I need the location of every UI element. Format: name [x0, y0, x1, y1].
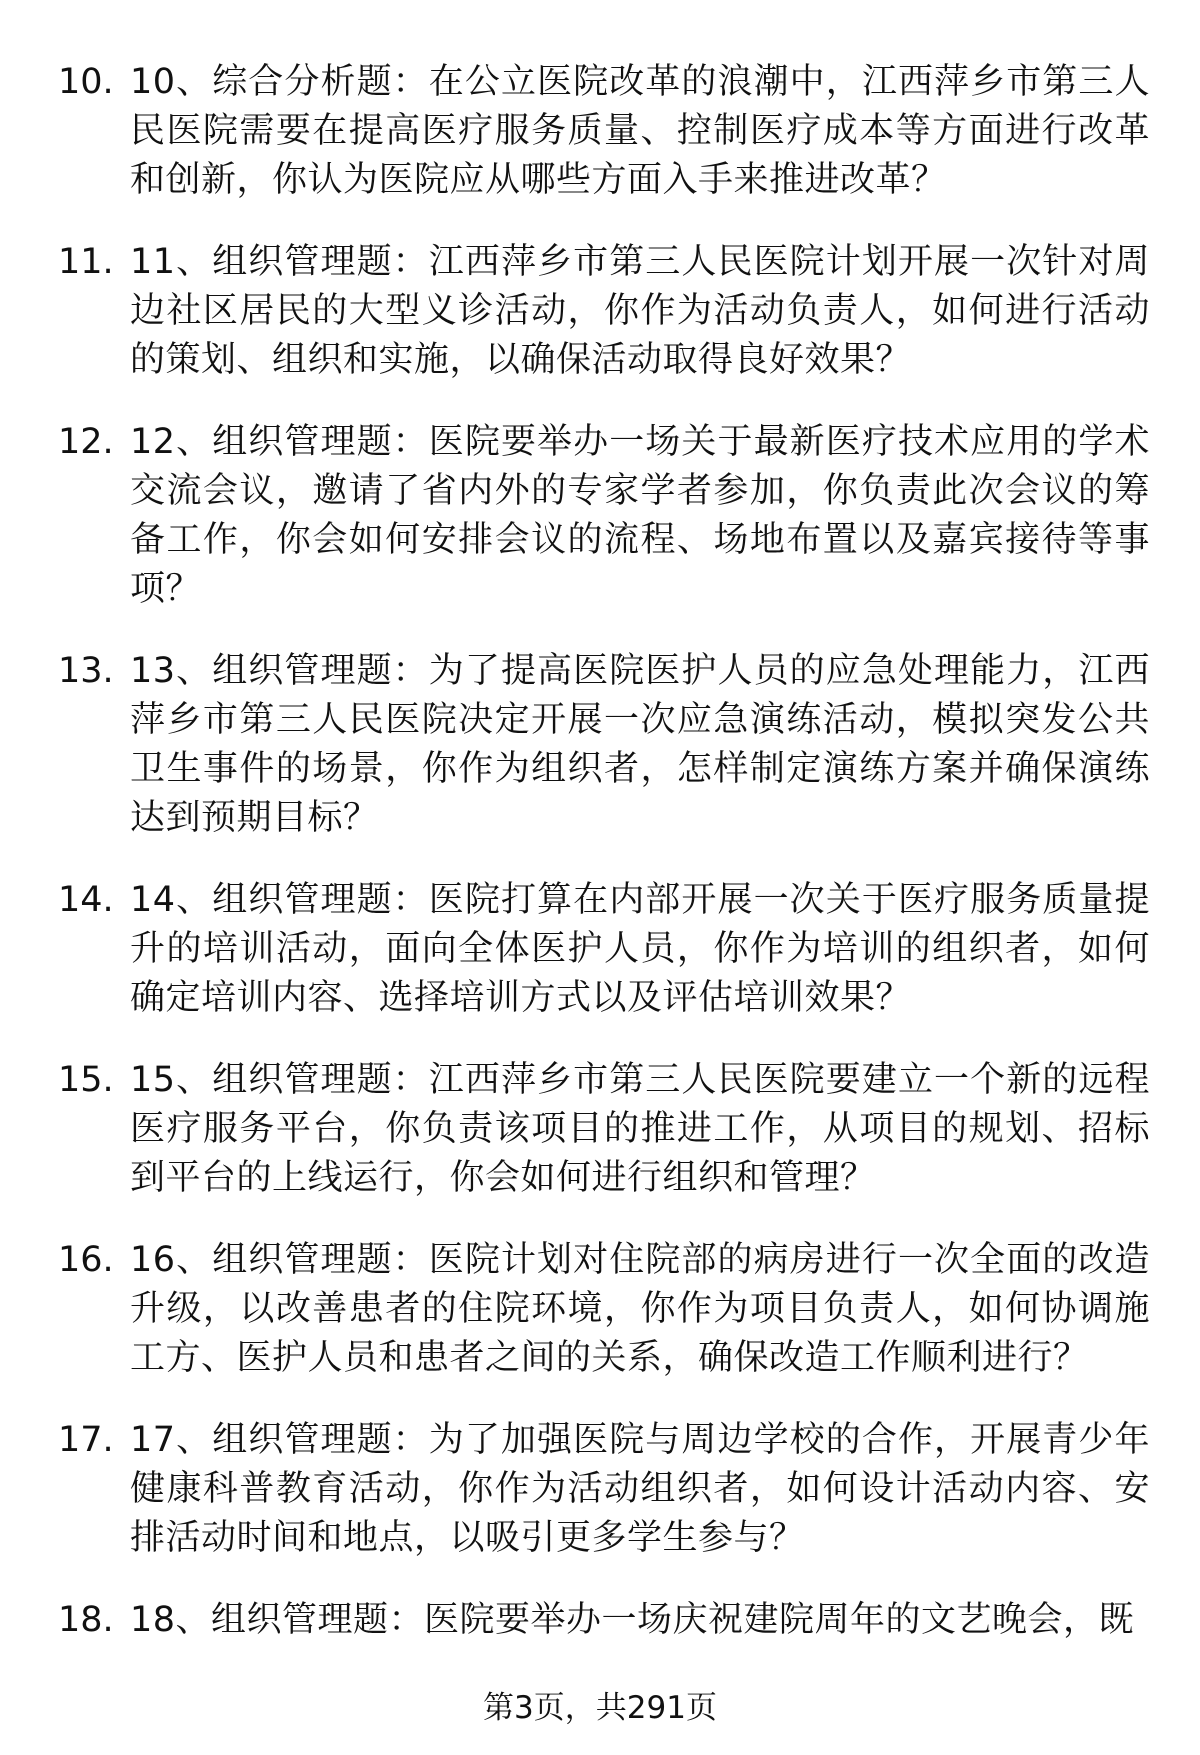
question-text: 18、组织管理题：医院要举办一场庆祝建院周年的文艺晚会，既 [130, 1600, 1135, 1640]
question-text: 13、组织管理题：为了提高医院医护人员的应急处理能力，江西萍乡市第三人民医院决定开展一次应急演练活动，模拟突发公共卫生事件的场景，你作为组织者，怎样制定演练方案并确保演练达到预期目标？ [130, 651, 1150, 838]
question-number: 13. [58, 651, 114, 691]
question-number: 17. [58, 1420, 114, 1460]
question-item [58, 418, 1148, 614]
question-text: 16、组织管理题：医院计划对住院部的病房进行一次全面的改造升级，以改善患者的住院环境，你作为项目负责人，如何协调施工方、医护人员和患者之间的关系，确保改造工作顺利进行？ [130, 1240, 1150, 1378]
page-footer [0, 1688, 1200, 1728]
question-text: 12、组织管理题：医院要举办一场关于最新医疗技术应用的学术交流会议，邀请了省内外的专家学者参加，你负责此次会议的筹备工作，你会如何安排会议的流程、场地布置以及嘉宾接待等事项？ [130, 422, 1150, 609]
question-text: 17、组织管理题：为了加强医院与周边学校的合作，开展青少年健康科普教育活动，你作为活动组织者，如何设计活动内容、安排活动时间和地点，以吸引更多学生参与？ [130, 1420, 1150, 1558]
question-item [58, 238, 1148, 385]
page-number-label: 第3页，共291页 [483, 1690, 717, 1726]
question-number: 10. [58, 62, 114, 102]
question-text: 15、组织管理题：江西萍乡市第三人民医院要建立一个新的远程医疗服务平台，你负责该项目的推进工作，从项目的规划、招标到平台的上线运行，你会如何进行组织和管理？ [130, 1060, 1150, 1198]
question-item [58, 58, 1148, 205]
question-number: 15. [58, 1060, 114, 1100]
question-item [58, 1596, 1148, 1645]
question-number: 16. [58, 1240, 114, 1280]
question-item [58, 1056, 1148, 1203]
question-item [58, 1236, 1148, 1383]
question-number: 11. [58, 242, 114, 282]
question-number: 14. [58, 880, 114, 920]
question-text: 10、综合分析题：在公立医院改革的浪潮中，江西萍乡市第三人民医院需要在提高医疗服务质量、控制医疗成本等方面进行改革和创新，你认为医院应从哪些方面入手来推进改革？ [130, 62, 1150, 200]
question-item [58, 647, 1148, 843]
question-item [58, 876, 1148, 1023]
question-list [58, 58, 1148, 1678]
question-number: 12. [58, 422, 114, 462]
question-number: 18. [58, 1600, 114, 1640]
question-text: 11、组织管理题：江西萍乡市第三人民医院计划开展一次针对周边社区居民的大型义诊活动，你作为活动负责人，如何进行活动的策划、组织和实施，以确保活动取得良好效果？ [130, 242, 1150, 380]
question-text: 14、组织管理题：医院打算在内部开展一次关于医疗服务质量提升的培训活动，面向全体医护人员，你作为培训的组织者，如何确定培训内容、选择培训方式以及评估培训效果？ [130, 880, 1150, 1018]
question-item [58, 1416, 1148, 1563]
